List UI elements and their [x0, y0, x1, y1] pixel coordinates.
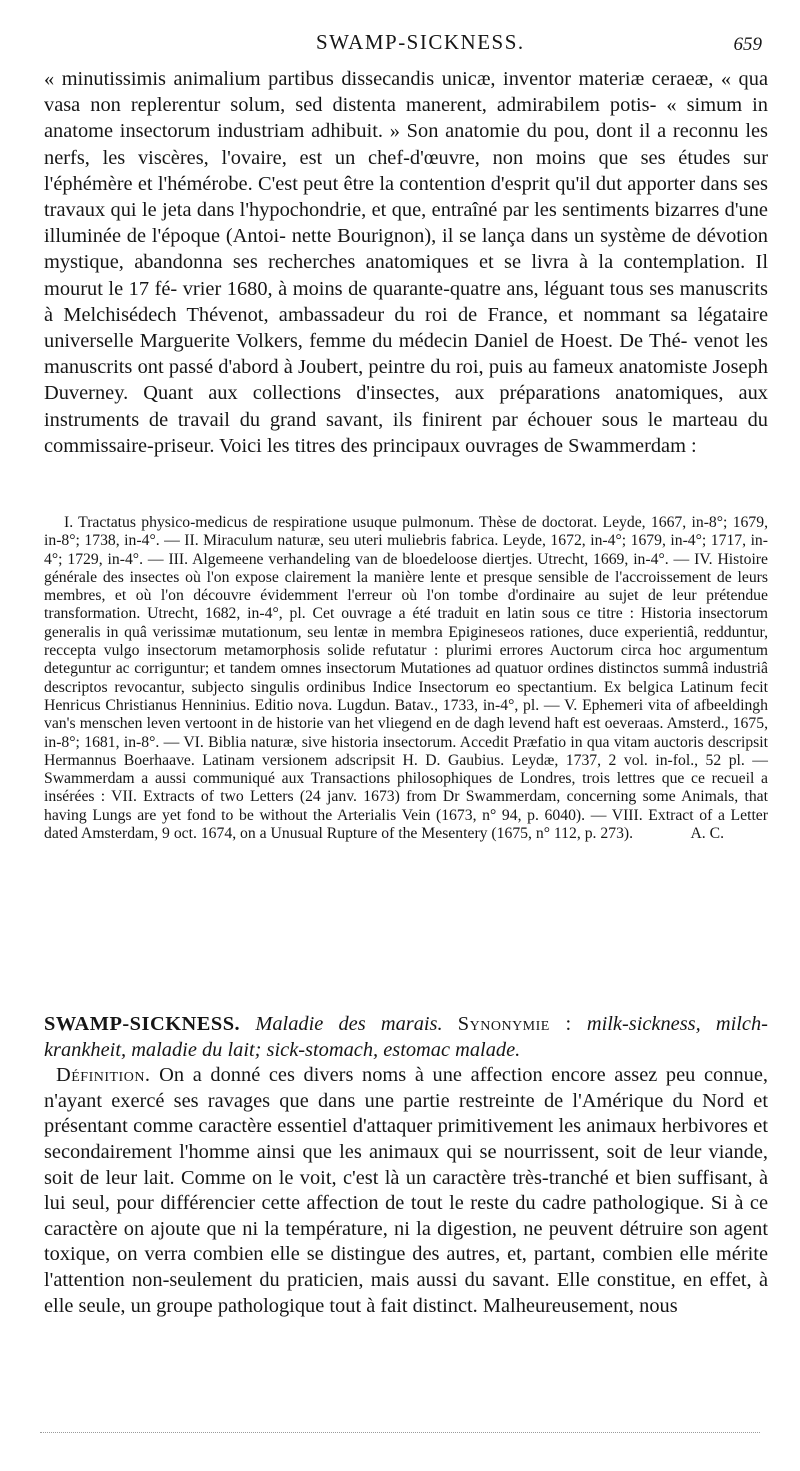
running-head [0, 30, 800, 60]
author-signature: A. C. [690, 825, 724, 843]
bibliography-block [44, 514, 768, 843]
article-headword: SWAMP-SICKNESS. [44, 1013, 241, 1035]
bibliography-text [44, 514, 768, 843]
definition-paragraph [44, 1063, 768, 1319]
article-heading-line [44, 1012, 768, 1063]
definition-label: Définition. [56, 1064, 151, 1087]
swamp-sickness-article [44, 1012, 768, 1319]
headword-gloss: Maladie des marais. [255, 1013, 443, 1035]
page-number: 659 [733, 34, 762, 55]
swammerdam-biography-text: « minutissimis animalium partibus dissecandis unicæ, inventor materiæ ceraeæ, « qua vasa non replerentur solum, sed distenta manerent, admirabilem potis- « simum in anatome insectorum industriam adhibuit. » Son anatomie du pou, dont il a reconnu les nerfs, les viscères, l'ovaire, est un chef-d'œuvre, non moins que ses études sur l'éphémère et l'hémérobe. C'est peut être la contention d'esprit qu'il dut apporter dans ses travaux qui le jeta dans l'hypochondrie, et que, entraîné par les sentiments bizarres d'une illuminée de l'époque (Antoi- nette Bourignon), il se lança dans un système de dévotion mystique, abandonna ses recherches anatomiques et se livra à la contemplation. Il mourut le 17 fé- vrier 1680, à moins de quarante-quatre ans, léguant tous ses manuscrits à Melchisédech Thévenot, ambassadeur du roi de France, et nommant sa légataire universelle Marguerite Volkers, femme du médecin Daniel de Hoest. De Thé- venot les manuscrits ont passé d'abord à Joubert, peintre du roi, puis au fameux anatomiste Joseph Duverney. Quant aux collections d'insectes, aux préparations anatomiques, aux instruments de travail du grand savant, ils finirent par échouer sous le marteau du commissaire-priseur. Voici les titres des principaux ouvrages de Swammerdam : [44, 68, 768, 457]
running-title: SWAMP-SICKNESS. [316, 30, 525, 54]
body-paragraph [44, 66, 768, 459]
page-bottom-rule [40, 1432, 760, 1433]
synonyms-list: milk-sickness, milch-krankheit, maladie du lait; sick-stomach, estomac malade. [44, 1013, 768, 1061]
definition-text: On a donné ces divers noms à une affection encore assez peu connue, n'ayant exercé ses ravages que dans une partie restreinte de l'Amérique du Nord et présentant comme caractère essentiel d'attaquer primitivement les animaux herbivores et secondairement l'homme ainsi que les animaux qui se nourrissent, soit de leur viande, soit de leur lait. Comme on le voit, c'est là un caractère très-tranché et bien suffisant, à lui seul, pour différencier cette affection de tout le reste du cadre pathologique. Si à ce caractère on ajoute que ni la température, ni la digestion, ne peuvent détruire son agent toxique, on verra combien elle se distingue des autres, et, partant, combien elle mérite l'attention non-seulement du praticien, mais aussi du savant. Elle constitue, en effet, à elle seule, un groupe pathologique tout à fait distinct. Malheureusement, nous [44, 1064, 768, 1317]
bibliography-entries: I. Tractatus physico-medicus de respiratione usuque pulmonum. Thèse de doctorat. Leyde, 1667, in-8°; 1679, in-8°; 1738, in-4°. — II. Miraculum naturæ, seu uteri muliebris fabrica. Leyde, 1672, in-4°; 1679, in-4°; 1717, in-4°; 1729, in-4°. — III. Algemeene verhandeling van de bloedeloose diertjes. Utrecht, 1669, in-4°. — IV. Histoire générale des insectes où l'on expose clairement la manière lente et presque sensible de l'accroissement de leurs membres, et où l'on découvre évidemment l'erreur où l'on tombe d'ordinaire au sujet de leur prétendue transformation. Utrecht, 1682, in-4°, pl. Cet ouvrage a été traduit en latin sous ce titre : Historia insectorum generalis in quâ verissimæ mutationum, seu lentæ in membra Epigineseos rationes, duce experientiâ, redduntur, reccepta vulgo insectorum metamorphosis solide refutatur : plurimi errores Auctorum circa hoc argumentum deteguntur ac corriguntur; et tandem omnes insectorum Mutationes ad quatuor ordines distinctos summâ industriâ descriptos revocantur, subjecto singulis ordinibus Indice Insectorum eo spectantium. Ex belgica Latinum fecit Henricus Christianus Henninius. Editio nova. Lugdun. Batav., 1733, in-4°, pl. — V. Ephemeri vita of afbeeldingh van's menschen leven vertoont in de historie van het vliegend en de dagh levend haft est oeveraas. Amsterd., 1675, in-8°; 1681, in-8°. — VI. Biblia naturæ, sive historia insectorum. Accedit Præfatio in qua vitam auctoris descripsit Hermannus Boerhaave. Latinam versionem adscripsit H. D. Gaubius. Leydæ, 1737, 2 vol. in-fol., 52 pl. — Swammerdam a aussi communiqué aux Transactions philosophiques de Londres, trois lettres que ce recueil a insérées : VII. Extracts of two Letters (24 janv. 1673) from Dr Swammerdam, concerning some Animals, that having Lungs are yet fond to be without the Arterialis Vein (1673, n° 94, p. 6040). — VIII. Extract of a Letter dated Amsterdam, 9 oct. 1674, on a Unusual Rupture of the Mesentery (1675, n° 112, p. 273). [44, 514, 768, 843]
synonymie-label: Synonymie : [457, 1013, 572, 1035]
